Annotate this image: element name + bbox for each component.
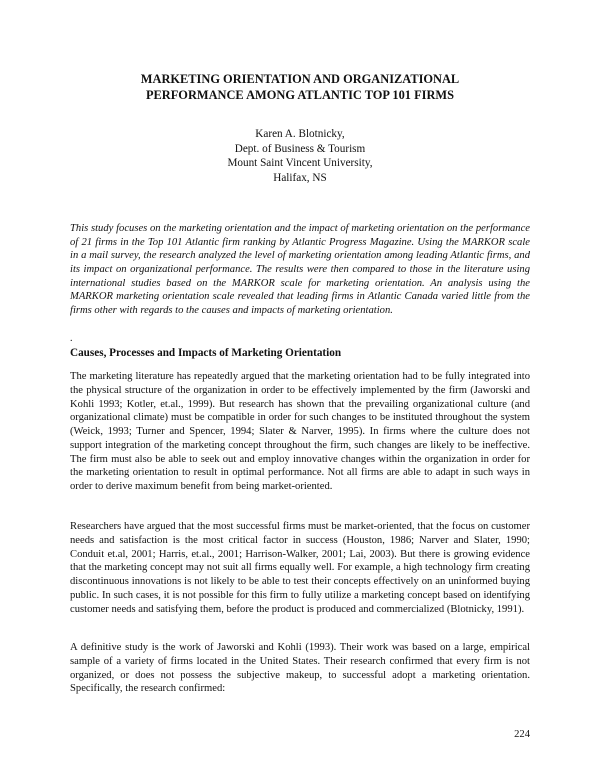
page-number: 224 (514, 729, 530, 740)
body-paragraph-3: A definitive study is the work of Jaworski and Kohli (1993). Their work was based on a large, empirical sample of a variety of firms located in the United States. Their research confirmed that every firm is not organized, or does not possess the subjective makeup, to successful adopt a marketing orientation. Specifically, the research confirmed: (70, 642, 530, 695)
body-paragraph-1: The marketing literature has repeatedly argued that the marketing orientation had to be fully integrated into the physical structure of the organization in order to be effectively implemented by the firm (Jaworski and Kohli 1993; Kotler, et.al., 1999). But research has shown that the prevailing organizational culture (and organizational climate) must be compatible in order for such changes to be instituted throughout the system (Weick, 1993; Turner and Spencer, 1994; Slater & Narver, 1995). In firms where the culture does not support integration of the marketing concept throughout the firm, such changes are likely to be ineffective. The firm must also be able to seek out and employ innovative changes within the organization in order for the marketing orientation to result in optimal performance. Not all firms are able to adapt in such ways in order to derive maximum benefit from being market-oriented. (70, 371, 530, 492)
title-line-2: PERFORMANCE AMONG ATLANTIC TOP 101 FIRMS (145, 88, 455, 102)
title-line-1: MARKETING ORIENTATION AND ORGANIZATIONAL (140, 72, 460, 86)
author-location: Halifax, NS (273, 172, 327, 185)
stray-mark: . (70, 333, 73, 344)
author-university: Mount Saint Vincent University, (227, 157, 373, 170)
section-heading: Causes, Processes and Impacts of Marketing Orientation (70, 347, 342, 359)
abstract: This study focuses on the marketing orientation and the impact of marketing orientation on the performance of 21 firms in the Top 101 Atlantic firm ranking by Atlantic Progress Magazine. Using the MARKOR scale in a mail survey, the research analyzed the level of marketing orientation among leading Atlantic firms, and its impact on organizational performance. The results were then compared to those in the literature using international studies based on the MARKOR scale for marketing orientation. An analysis using the MARKOR marketing orientation scale revealed that leading firms in Atlantic Canada varied little from the firms other with regards to the causes and impacts of marketing orientation. (70, 223, 530, 316)
author-block (150, 127, 450, 186)
paper-title (70, 71, 530, 103)
author-department: Dept. of Business & Tourism (234, 142, 366, 155)
body-paragraph-2: Researchers have argued that the most successful firms must be market-oriented, that the focus on customer needs and satisfaction is the most critical factor in success (Houston, 1986; Narver and Slater, 1990; Conduit et.al, 2001; Harris, et.al., 2001; Harrison-Walker, 2001; Lai, 2003). But there is growing evidence that the marketing concept may not suit all firms equally well. For example, a high technology firm creating discontinuous innovations is not likely to be able to test their concepts effectively on an uninformed buying public. In such cases, it is not possible for this firm to fully utilize a marketing concept based on identifying customer needs and satisfying them, before the product is produced and commercialized (Blotnicky, 1991). (70, 521, 530, 615)
author-name: Karen A. Blotnicky, (255, 128, 345, 140)
